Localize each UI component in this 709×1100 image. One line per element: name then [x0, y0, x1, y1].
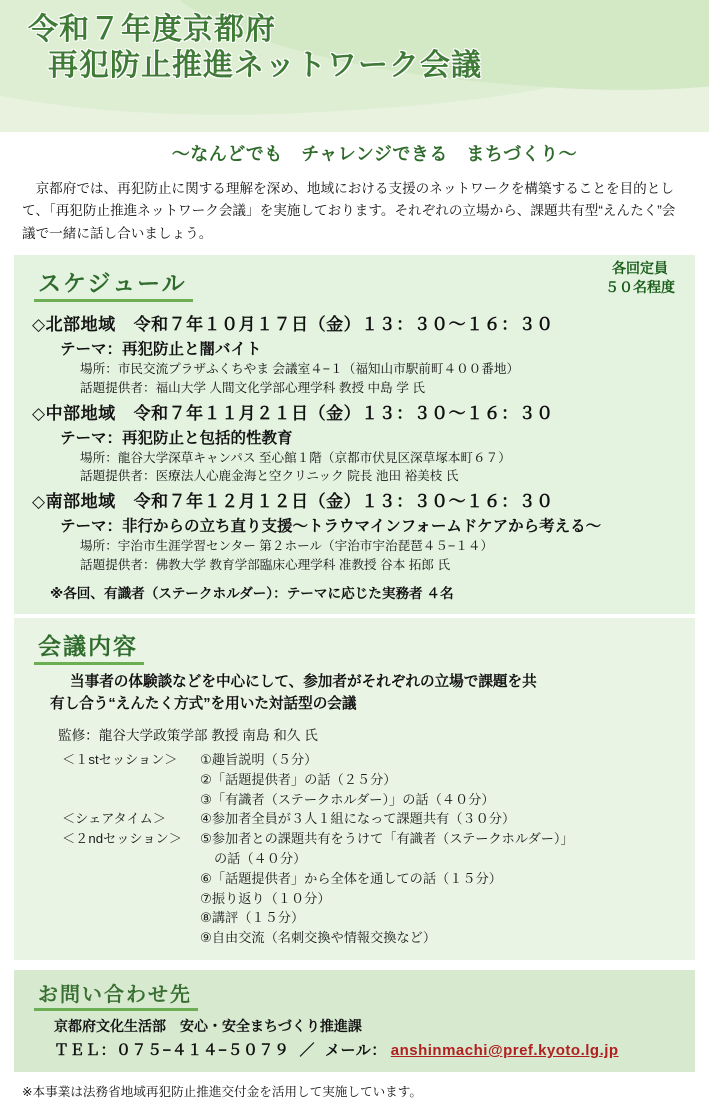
session-row — [62, 869, 681, 948]
region-venue: 場所：龍谷大学深草キャンパス 至心館１階（京都市伏見区深草塚本町６７） — [80, 450, 511, 465]
session-label: ＜シェアタイム＞ — [62, 811, 167, 827]
region-theme: テーマ：非行からの立ち直り支援〜トラウマインフォームドケアから考える〜 — [60, 518, 602, 536]
region-theme: テーマ：再犯防止と包括的性教育 — [60, 429, 293, 447]
schedule-region-north — [32, 310, 681, 397]
session-item: ①趣旨説明（５分） — [200, 751, 318, 767]
region-name: 南部地域 — [45, 492, 116, 512]
region-datetime: 令和７年１２月１２日（金）１３：３０〜１６：３０ — [133, 492, 554, 512]
session-row — [62, 750, 681, 809]
contact-panel — [14, 970, 695, 1072]
contact-mail-link[interactable]: anshinmachi@pref.kyoto.lg.jp — [390, 1041, 619, 1059]
region-venue: 場所：市民交流プラザふくちやま 会議室４−１（福知山市駅前町４００番地） — [80, 362, 520, 377]
meeting-lead-line-2: 有し合う“えんたく方式”を用いた対話型の会議 — [50, 696, 357, 713]
meeting-lead-line-1: 当事者の体験談などを中心にして、参加者がそれぞれの立場で課題を共 — [70, 673, 537, 690]
region-theme: テーマ：再犯防止と闇バイト — [60, 341, 262, 359]
session-item: ⑤参加者との課題共有をうけて「有識者（ステークホルダー）」 — [200, 831, 574, 847]
session-items — [200, 750, 681, 809]
schedule-heading: スケジュール — [34, 265, 193, 302]
intro-paragraph — [0, 166, 709, 251]
session-item: ⑨自由交流（名刺交換や情報交換など） — [200, 930, 437, 946]
region-title — [32, 487, 681, 512]
diamond-icon: ◇ — [32, 492, 46, 512]
meeting-content-panel — [14, 618, 695, 960]
page-footnote: ※本事業は法務省地域再犯防止推進交付金を活用して実施しています。 — [22, 1084, 422, 1099]
region-name: 北部地域 — [45, 315, 116, 335]
schedule-panel — [14, 255, 695, 614]
session-label: ＜２ndセッション＞ — [62, 831, 182, 847]
session-row — [62, 809, 681, 829]
page-header — [0, 0, 709, 132]
region-speaker: 話題提供者：佛教大学 教育学部臨床心理学科 准教授 谷本 拓郎 氏 — [80, 557, 451, 572]
region-venue: 場所：宇治市生涯学習センター 第２ホール（宇治市宇治琵琶４５−１４） — [80, 539, 494, 554]
capacity-badge — [593, 259, 687, 297]
session-item-continued: の話（４０分） — [214, 850, 307, 866]
schedule-note: ※各回、有識者（ステークホルダー）：テーマに応じた実務者 ４名 — [50, 585, 454, 601]
session-label: ＜１stセッション＞ — [62, 751, 178, 767]
title-block — [0, 0, 709, 84]
session-item: ③「有識者（ステークホルダー）」の話（４０分） — [200, 791, 495, 807]
capacity-line-2: ５０名程度 — [605, 279, 675, 296]
session-item: ⑧講評（１５分） — [200, 910, 305, 926]
contact-heading: お問い合わせ先 — [34, 978, 198, 1011]
meeting-content-heading: 会議内容 — [34, 628, 144, 665]
meeting-supervisor: 監修：龍谷大学政策学部 教授 南島 和久 氏 — [58, 727, 318, 743]
session-list — [62, 750, 681, 948]
session-item: ⑥「話題提供者」から全体を通しての話（１５分） — [200, 870, 502, 886]
meeting-lead — [50, 671, 681, 716]
contact-mail-label: メール： — [325, 1041, 387, 1059]
page-subtitle: 〜なんどでも チャレンジできる まちづくり〜 — [171, 144, 578, 164]
intro-text: 京都府では、再犯防止に関する理解を深め、地域における支援のネットワークを構築することを目的として、「再犯防止推進ネットワーク会議」を実施しております。それぞれの立場から、課題共有型“えんたく”会議で一緒に話し合いましょう。 — [22, 181, 676, 241]
region-title — [32, 399, 681, 424]
session-item: ④参加者全員が３人１組になって課題共有（３０分） — [200, 811, 516, 827]
page-title-line-2: 再犯防止推進ネットワーク会議 — [48, 49, 482, 82]
page-title-line-1: 令和７年度京都府 — [28, 13, 276, 46]
diamond-icon: ◇ — [32, 403, 46, 423]
contact-line — [54, 1039, 681, 1060]
region-datetime: 令和７年１０月１７日（金）１３：３０〜１６：３０ — [133, 315, 554, 335]
session-row — [62, 829, 681, 869]
contact-tel: ＴＥＬ：０７５−４１４−５０７９ — [54, 1041, 290, 1059]
region-title — [32, 310, 681, 335]
region-speaker: 話題提供者：医療法人心鹿金海と空クリニック 院長 池田 裕美枝 氏 — [80, 469, 459, 484]
schedule-region-south — [32, 487, 681, 574]
session-items — [200, 809, 681, 829]
session-item: ②「話題提供者」の話（２５分） — [200, 771, 397, 787]
region-speaker: 話題提供者：福山大学 人間文化学部心理学科 教授 中島 学 氏 — [80, 380, 425, 395]
session-items — [200, 869, 681, 948]
region-datetime: 令和７年１１月２１日（金）１３：３０〜１６：３０ — [133, 403, 554, 423]
schedule-region-central — [32, 399, 681, 486]
session-items — [200, 829, 681, 869]
capacity-line-1: 各回定員 — [612, 260, 668, 277]
diamond-icon: ◇ — [32, 315, 46, 335]
contact-separator: ／ — [299, 1041, 316, 1059]
session-item: ⑦振り返り（１０分） — [200, 890, 331, 906]
contact-department: 京都府文化生活部 安心・安全まちづくり推進課 — [54, 1017, 362, 1034]
region-name: 中部地域 — [45, 403, 116, 423]
